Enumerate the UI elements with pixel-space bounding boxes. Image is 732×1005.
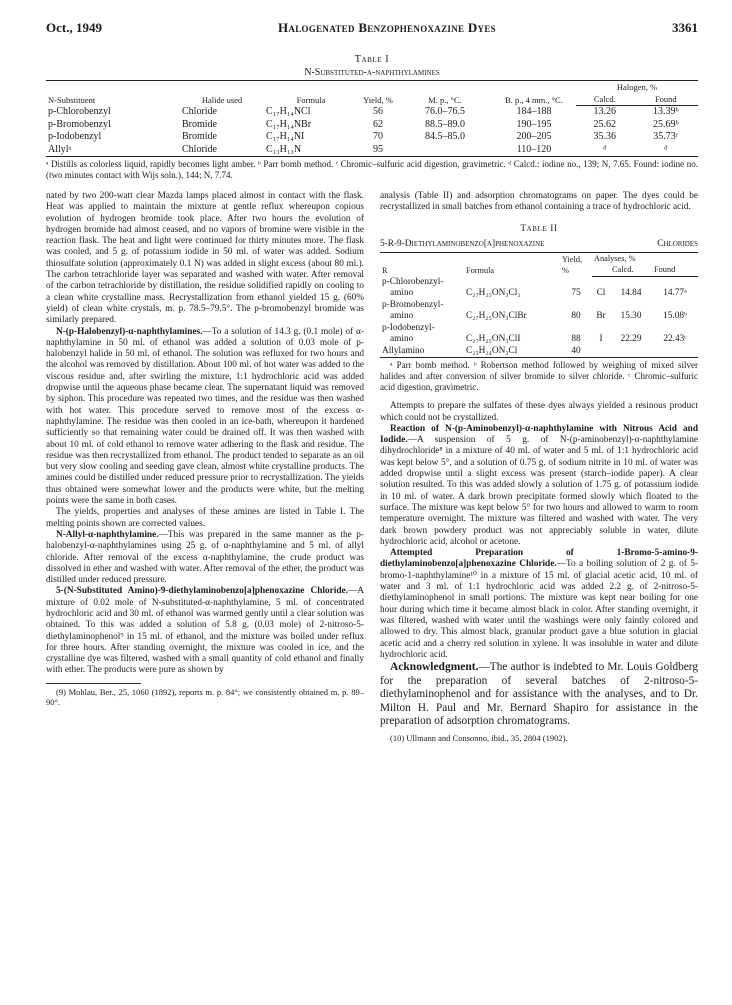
paragraph [46, 530, 364, 586]
t2-cell-r1: p-Bromobenzyl- [382, 299, 444, 310]
two-column-body [46, 191, 698, 743]
t1-cell-halide: Bromide [182, 131, 217, 142]
t1-cell-mp: 88.5–89.0 [425, 118, 465, 130]
t2-cell-yield: 40 [560, 346, 592, 358]
running-header [46, 20, 698, 44]
t1-head-mp: M. p., °C. [398, 81, 492, 106]
t2-cell-found: 14.77ᵃ [663, 288, 687, 299]
t1-head-found: Found [634, 93, 698, 106]
table2-row-label [380, 300, 698, 312]
table1-body [46, 106, 698, 157]
paragraph [380, 401, 698, 424]
paragraph-text: nated by two 200-watt clear Mazda lamps placed almost in contact with the flask. Heat was applied to maintain the mixture at gentle reflux whereupon copious evolution of hydrogen bromide took place. After two hours the evolution of hydrogen bromide had almost ceased, and no vapors of bromine were visible in the reaction flask. The heat and light were continued for thirty minutes more. The flask was cooled, and 5 g. of potassium iodide in 50 ml. of water was added. Sodium thiosulfate solution (approximately 0.1 N) was added in slight excess (about 80 ml.). The carbon tetrachloride layer was separated and washed with water. After removal of the carbon tetrachloride by distillation, the residue solidified rapidly on cooling to a clean white crystalline mass. Recrystallization from ethanol yielded 15 g. (60% yield) of clean white crystals, m. p. 78.5–79.5°. The p-bromobenzyl bromide was similarly prepared. [46, 191, 364, 326]
table1-caption: Table I [354, 54, 390, 65]
table2-subtitle-right: Chlorides [657, 238, 698, 249]
t1-cell-found: ᵈ [634, 144, 698, 157]
t1-head-halogen: Halogen, % [576, 81, 698, 94]
t2-head-calcd: Calcd. [610, 264, 652, 276]
t1-cell-halide: Chloride [180, 144, 264, 157]
t2-cell-yield: 80 [571, 311, 581, 322]
table2-row [380, 311, 698, 323]
issue-date: Oct., 1949 [46, 20, 102, 35]
t1-cell-bp: 200–205 [516, 131, 552, 142]
t1-cell-substituent: Allylᵃ [46, 144, 180, 157]
paragraph [46, 507, 364, 530]
page-number: 3361 [672, 20, 698, 35]
t1-cell-calcd: 25.62 [593, 118, 617, 130]
t1-cell-yield: 56 [373, 105, 383, 117]
t1-cell-bp: 110–120 [492, 144, 576, 157]
t2-head-r: R [380, 253, 464, 277]
paragraph-text: —A suspension of 5 g. of N-(p-aminobenzyl)-α-naphthylamine dihydrochloride⁸ in a mixture of 40 ml. of water and 5 ml. of 1:1 hydrochloric acid was kept below 5°, and a solution of 0.75 g. of sodium nitrite in 10 ml. of water was added dropwise until a slight excess was present (starch–iodide paper). A clear solution resulted. To this was added slowly a solution of 1.75 g. of potassium iodide in 10 ml. of water. A dark brown precipitate formed slowly which floated to the surface. The mixture was kept below 5° for two hours and allowed to warm to room temperature overnight. The mixture was filtered and washed with water. The very dark brown powdery product was not appreciably soluble in water, dilute hydrochloric acid, alcohol or acetone. [380, 435, 698, 547]
t2-cell-calcd: 14.84 [620, 288, 642, 299]
t2-cell-r2: amino [390, 288, 414, 299]
acknowledgment [380, 661, 698, 729]
t1-head-halide: Halide used [180, 81, 264, 106]
t1-cell-mp: 84.5–85.0 [425, 131, 465, 142]
t1-cell-substituent: p-Chlorobenzyl [48, 105, 111, 117]
t1-cell-found: 13.39ᵇ [653, 106, 679, 117]
t2-cell-r2: amino [390, 334, 414, 345]
right-paragraphs [380, 401, 698, 661]
t1-cell-bp: 184–188 [516, 105, 552, 117]
left-paragraphs [46, 191, 364, 677]
t2-cell-calcd [610, 346, 652, 358]
t1-cell-formula: C₁₇H₁₄NBr [266, 118, 312, 130]
t1-cell-yield: 62 [373, 118, 383, 130]
t2-cell-yield: 88 [571, 334, 581, 345]
t1-head-yield: Yield, % [358, 81, 398, 106]
t1-cell-mp [398, 144, 492, 157]
table1-row [46, 131, 698, 144]
article-title: Halogenated Benzophenoxazine Dyes [278, 20, 496, 35]
t1-cell-calcd: 13.26 [593, 106, 617, 117]
t1-cell-halide: Bromide [182, 118, 217, 130]
t2-cell-el: I [599, 334, 603, 345]
table2-footnote: ᵃ Parr bomb method. ᵇ Robertson method followed by weighing of mixed silver halides and after conversion of silver bromide to silver chloride. ᶜ Chromic–sulfuric acid digestion, gravimetric. [380, 360, 698, 393]
paragraph-text: Attempts to prepare the sulfates of these dyes always yielded a resinous product which could not be crystallized. [380, 401, 698, 423]
footnote-rule [46, 683, 141, 684]
table2 [380, 252, 698, 358]
t1-head-bp: B. p., 4 mm., °C. [492, 81, 576, 106]
paragraph-text: The yields, properties and analyses of these amines are listed in Table I. The melting points shown are corrected values. [46, 507, 364, 529]
table1-row [46, 106, 698, 119]
paragraph-heading: N-(p-Halobenzyl)-α-naphthylamines. [56, 326, 203, 337]
journal-page [46, 20, 698, 743]
t2-head-yield: Yield, % [560, 253, 592, 277]
paragraph [380, 548, 698, 661]
paragraph [380, 424, 698, 548]
left-column [46, 191, 364, 743]
paragraph-heading: Reaction of N-(p-Aminobenzyl)-α-naphthylamine with Nitrous Acid and Iodide. [380, 423, 698, 446]
table1-subtitle: N-Substituted-α-naphthylamines [304, 67, 440, 78]
table2-row [380, 334, 698, 346]
t1-cell-calcd: 35.36 [593, 131, 617, 142]
right-column [380, 191, 698, 743]
table1-row [46, 144, 698, 157]
table2-row [380, 288, 698, 300]
table2-subtitle [380, 239, 698, 250]
table2-row [380, 346, 698, 358]
paragraph [46, 586, 364, 676]
t1-head-calcd: Calcd. [576, 93, 634, 106]
t2-cell-r1: p-Chlorobenzyl- [382, 276, 444, 287]
t2-cell-r2: amino [390, 311, 414, 322]
paragraph-heading: N-Allyl-α-naphthylamine. [56, 529, 159, 540]
paragraph-text: —This was prepared in the same manner as the p-halobenzyl-α-naphthylamines using 25 g. of α-naphthylamine and 5 ml. of allyl chloride. After removal of the excess α-naphthylamine, the crude product was dissolved in ether and washed with water. After removal of the ether, the product was distilled under reduced pressure. [46, 529, 364, 586]
table2-body [380, 276, 698, 358]
paragraph-text: —To a boiling solution of 2 g. of 5-bromo-1-naphthylamine¹⁰ in a mixture of 15 ml. of glacial acetic acid, 10 ml. of water and 3 ml. of 1:1 hydrochloric acid was added 2.2 g. of 2-nitroso-5-diethylaminophenol in small portions. The mixture was kept near boiling for one hour during which time it became almost black in color. After standing overnight, it was filtered, washed with water until the washings were only faintly colored and allowed to dry. This almost black, granular product gave a blue solution in glacial acetic acid and a cherry red solution in xylene. It was insoluble in water and dilute hydrochloric acid. [380, 559, 698, 660]
table1-row [46, 119, 698, 132]
t1-head-formula: Formula [264, 81, 358, 106]
t2-head-formula: Formula [464, 253, 560, 277]
t2-cell-formula: C₂₇H₂₅ON₃ClI [466, 334, 521, 345]
table1-footnote: ᵃ Distills as colorless liquid, rapidly becomes light amber. ᵇ Parr bomb method. ᶜ Chromic–sulfuric acid digestion, gravimetric. ᵈ Calcd.: iodine no., 139; N, 7.65. Found: iodine no. (two minutes contact with Wijs soln.), 144; N, 7.74. [46, 159, 698, 180]
ack-heading: Acknowledgment. [390, 661, 479, 674]
t1-cell-yield: 95 [358, 144, 398, 157]
t2-cell-found [652, 346, 698, 358]
t2-cell-el: Cl [596, 288, 606, 299]
t1-cell-substituent: p-Bromobenzyl [48, 118, 111, 130]
t1-cell-yield: 70 [373, 131, 383, 142]
t1-cell-calcd: ᵈ [576, 144, 634, 157]
t2-cell-r1: p-Iodobenzyl- [382, 322, 435, 333]
footnote-9: (9) Mohlau, Ber., 25, 1060 (1892), reports m. p. 84°; we consistently obtained m. p. 89–90°. [46, 686, 364, 708]
paragraph-heading: 5-(N-Substituted Amino)-9-diethylaminobenzo[a]phenoxazine Chloride. [56, 586, 348, 597]
t1-cell-formula: C₁₃H₁₃N [264, 144, 358, 157]
t2-cell-formula: C₂₇H₂₅ON₃Cl₂ [466, 288, 521, 299]
paragraph [46, 191, 364, 327]
ack-text: —The author is indebted to Mr. Louis Goldberg for the preparation of several batches of 2-nitroso-5-diethylaminophenol and for assistance with the analyses, and to Dr. Milton H. Paul and Mr. Bernard Shapiro for assistance in the preparation of adsorption chromatograms. [380, 661, 698, 728]
t2-cell-found: 15.08ᵇ [663, 311, 687, 322]
paragraph-text: —A mixture of 0.02 mole of N-substituted-α-naphthylamine, 5 ml. of concentrated hydrochloric acid and 30 ml. of ethanol was warmed gently until a clear solution was obtained. To this was added a solution of 5.8 g. (0.03 mole) of 2-nitroso-5-diethylaminophenol⁹ in 15 ml. of ethanol, and the mixture was boiled under reflux for three hours. After standing overnight, the mixture was cooled in ice, and the crystalline dye was filtered, washed with a small quantity of cold ethanol and finally with ether. The products were pure as shown by [46, 586, 364, 676]
t2-cell-calcd: 22.29 [620, 334, 642, 345]
right-intro: analysis (Table II) and adsorption chromatograms on paper. The dyes could be recrystallized in small batches from ethanol containing a trace of hydrochloric acid. [380, 191, 698, 213]
t1-cell-bp: 190–195 [516, 118, 552, 130]
t2-head-element [592, 264, 610, 276]
t1-head-substituent: N-Substituent [46, 81, 180, 106]
t2-cell-calcd: 15.30 [620, 311, 642, 322]
table2-row-label [380, 276, 698, 288]
table2-subtitle-left: 5-R-9-Diethylaminobenzo[a]phenoxazine [380, 238, 545, 249]
t2-head-analyses: Analyses, % [592, 253, 698, 265]
t2-cell-found: 22.43ᶜ [663, 334, 687, 345]
t2-cell-r1: Allylamino [380, 346, 464, 358]
table1 [46, 80, 698, 157]
t1-cell-halide: Chloride [182, 105, 217, 117]
paragraph-text: —To a solution of 14.3 g. (0.1 mole) of α-naphthylamine in 50 ml. of ethanol was added a solution of 0.03 mole of p-halobenzyl halide in 50 ml. of ethanol. The solution was refluxed for two hours and the alcohol was removed by distillation. About 100 ml. of hot water was added to the viscous residue and, after swirling the mixture, 1:1 hydrochloric acid was added dropwise until the aqueous phase became clear. The supernatant liquid was removed by siphon. This procedure was repeated two times, and the residue was then washed with hot water. This procedure served to remove most of the excess α-naphthylamine. The residue was then cooled in an ice-bath, whereupon it hardened sufficiently so that remaining water could be drained off. It was then washed with about 10 ml. of cold ethanol to remove water adhering to the flask and residue. The residue was then recrystallized from ethanol. The product tended to separate as an oil but very slow cooling and seeding gave clean, almost white crystalline products. The amines could be distilled under reduced pressure prior to recrystallization. The yields thus obtained were somewhat lower and the products were white, but the melting points were the same in both cases. [46, 326, 364, 507]
t1-cell-formula: C₁₇H₁₄NI [266, 131, 305, 142]
table2-row-label [380, 323, 698, 335]
t1-cell-formula: C₁₇H₁₄NCl [266, 105, 311, 117]
footnote-10: (10) Ullmann and Consonno, ibid., 35, 2804 (1902). [390, 732, 568, 743]
t1-cell-substituent: p-Iodobenzyl [48, 131, 102, 142]
t1-cell-found: 25.69ᵇ [653, 118, 679, 130]
t1-cell-mp: 76.0–76.5 [425, 105, 465, 117]
t2-head-found: Found [652, 264, 698, 276]
t2-cell-yield: 75 [571, 288, 581, 299]
paragraph-heading: Attempted Preparation of 1-Bromo-5-amino-9-diethylaminobenzo[a]phenoxazine Chloride. [380, 548, 698, 570]
table2-caption: Table II [520, 223, 558, 234]
t2-cell-formula: C₂₇H₂₅ON₃ClBr [466, 311, 527, 322]
paragraph [46, 327, 364, 508]
t2-cell-el [592, 346, 610, 358]
t2-cell-formula: C₂₃H₂₄ON₃Cl [464, 346, 560, 358]
t2-cell-el: Br [596, 311, 606, 322]
t1-cell-found: 35.73ᶜ [653, 131, 679, 142]
